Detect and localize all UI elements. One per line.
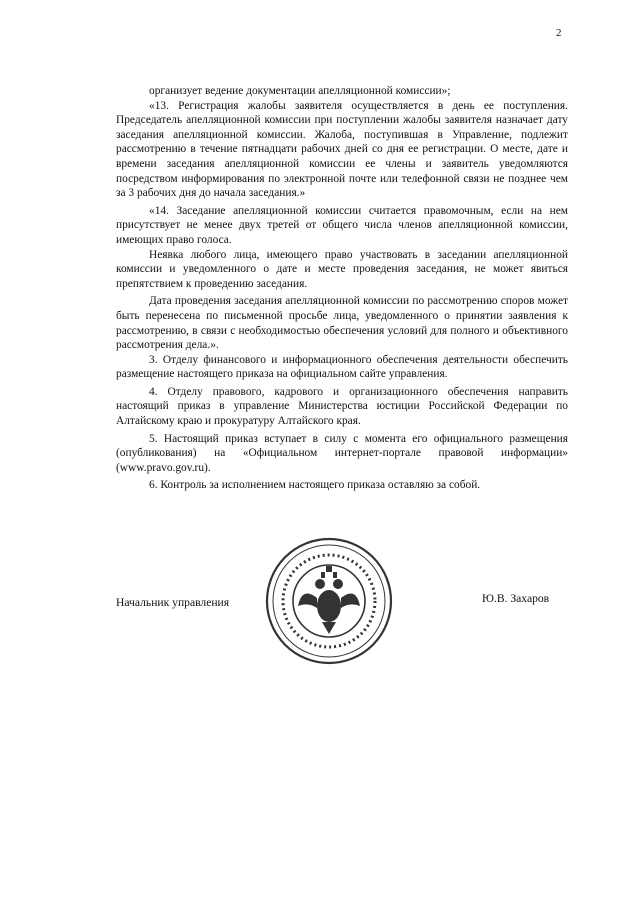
paragraph-clause-14: «14. Заседание апелляционной комиссии считается правомочным, если на нем присутствует не менее двух третей от общего числа членов апелляционной комиссии, имеющих право голоса. bbox=[116, 204, 568, 246]
signatory-title: Начальник управления bbox=[116, 596, 230, 609]
paragraph-item-3: 3. Отделу финансового и информационного обеспечения деятельности обеспечить размещение настоящего приказа на официальном сайте управления. bbox=[116, 353, 568, 381]
paragraph-closing-clause: организует ведение документации апелляционной комиссии»; bbox=[149, 85, 451, 97]
official-seal-stamp bbox=[264, 536, 394, 666]
paragraph-postponement: Дата проведения заседания апелляционной комиссии по рассмотрению споров может быть перенесена по письменной просьбе лица, уведомленного о принятии заявления к рассмотрению, в связи с необходимостью обеспечения условий для полного и объективного рассмотрения дела.». bbox=[116, 295, 568, 352]
paragraph-absence: Неявка любого лица, имеющего право участвовать в заседании апелляционной комиссии и уведомленного о дате и месте проведения заседания, не может явиться препятствием к проведению заседания. bbox=[116, 248, 568, 290]
signatory-name: Ю.В. Захаров bbox=[482, 592, 550, 605]
double-headed-eagle-emblem bbox=[298, 566, 360, 634]
page-number: 2 bbox=[556, 27, 562, 39]
paragraph-item-6: 6. Контроль за исполнением настоящего приказа оставляю за собой. bbox=[149, 479, 481, 492]
paragraph-item-4: 4. Отделу правового, кадрового и организационного обеспечения направить настоящий приказ в управление Министерства юстиции Российской Федерации по Алтайскому краю и прокуратуру Алтайского края. bbox=[116, 385, 568, 428]
paragraph-item-5: 5. Настоящий приказ вступает в силу с момента его официального размещения (опубликования) на «Официальном интернет-портале правовой информации» (www.pravo.gov.ru). bbox=[116, 432, 568, 474]
paragraph-clause-13: «13. Регистрация жалобы заявителя осуществляется в день ее поступления. Председатель апелляционной комиссии при поступлении жалобы заявителя назначает дату заседания апелляционной комиссии. Жалоба, поступившая в Управление, подлежит рассмотрению в течение пятнадцати рабочих дней со дня ее регистрации. О месте, дате и времени заседания апелляционной комиссии ее члены и заявитель уведомляются посредством информирования по электронной почте или телефонной связи не позднее чем за 3 рабочих дня до начала заседания.» bbox=[116, 99, 568, 200]
document-body bbox=[116, 84, 568, 496]
